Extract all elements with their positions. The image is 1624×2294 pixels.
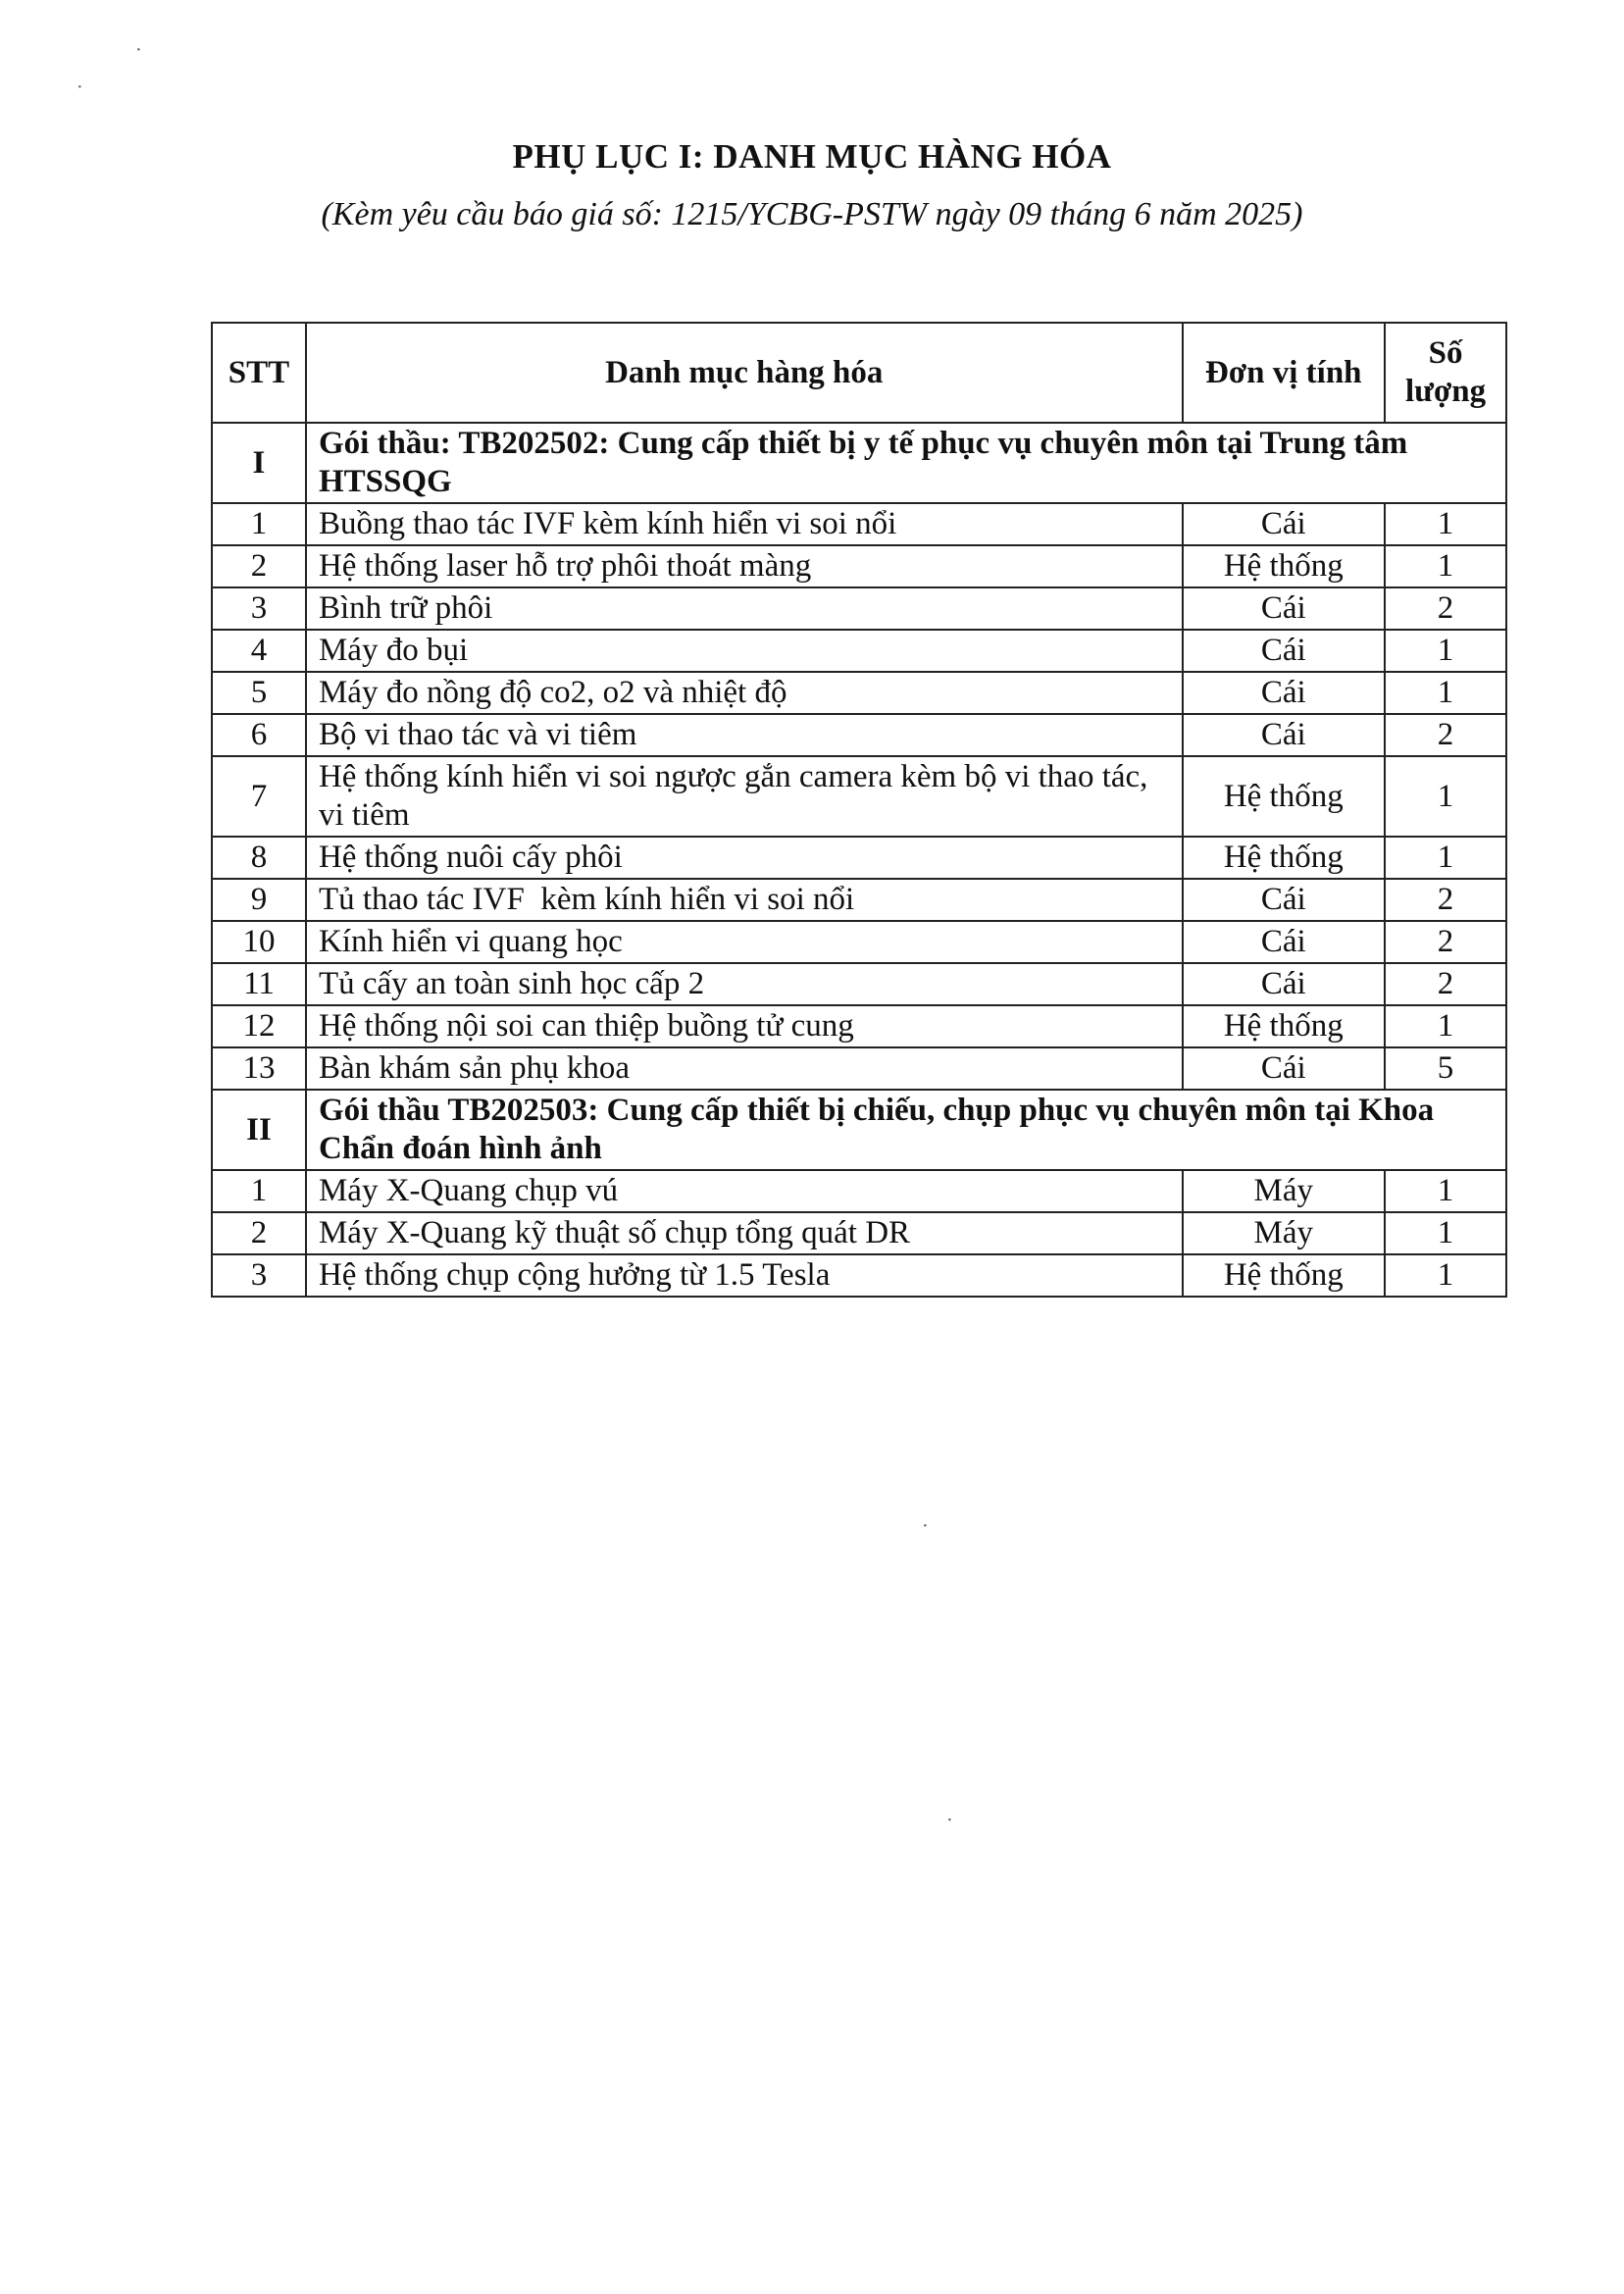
row-name: Tủ cấy an toàn sinh học cấp 2	[306, 963, 1183, 1005]
header-unit: Đơn vị tính	[1183, 323, 1386, 423]
row-unit: Hệ thống	[1183, 545, 1386, 587]
row-qty: 1	[1385, 1170, 1506, 1212]
row-name: Tủ thao tác IVF kèm kính hiển vi soi nổi	[306, 879, 1183, 921]
row-name: Bàn khám sản phụ khoa	[306, 1047, 1183, 1090]
table-header-row	[212, 323, 1506, 423]
row-name: Máy đo nồng độ co2, o2 và nhiệt độ	[306, 672, 1183, 714]
table-row	[212, 503, 1506, 545]
goods-table	[211, 322, 1507, 1298]
row-name: Hệ thống laser hỗ trợ phôi thoát màng	[306, 545, 1183, 587]
row-qty: 2	[1385, 963, 1506, 1005]
row-stt: 2	[212, 1212, 306, 1254]
row-unit: Hệ thống	[1183, 1005, 1386, 1047]
row-qty: 1	[1385, 630, 1506, 672]
table-row	[212, 1005, 1506, 1047]
row-unit: Hệ thống	[1183, 1254, 1386, 1297]
row-qty: 1	[1385, 1254, 1506, 1297]
row-stt: 2	[212, 545, 306, 587]
row-qty: 1	[1385, 1005, 1506, 1047]
scan-dot: ·	[135, 39, 142, 61]
table-row	[212, 756, 1506, 837]
table-row	[212, 837, 1506, 879]
row-unit: Cái	[1183, 503, 1386, 545]
row-unit: Cái	[1183, 714, 1386, 756]
row-name: Hệ thống chụp cộng hưởng từ 1.5 Tesla	[306, 1254, 1183, 1297]
table-row	[212, 963, 1506, 1005]
row-name: Buồng thao tác IVF kèm kính hiển vi soi nổi	[306, 503, 1183, 545]
group-roman: I	[212, 423, 306, 503]
row-name: Hệ thống nuôi cấy phôi	[306, 837, 1183, 879]
scan-dot: ·	[76, 76, 83, 98]
row-qty: 2	[1385, 714, 1506, 756]
document-title: PHỤ LỤC I: DANH MỤC HÀNG HÓA	[512, 137, 1112, 176]
row-unit: Cái	[1183, 963, 1386, 1005]
header-qty	[1385, 323, 1506, 423]
row-stt: 4	[212, 630, 306, 672]
row-stt: 3	[212, 1254, 306, 1297]
row-qty: 1	[1385, 837, 1506, 879]
row-stt: 10	[212, 921, 306, 963]
scan-dot: ·	[922, 1515, 929, 1537]
row-unit: Máy	[1183, 1170, 1386, 1212]
row-unit: Cái	[1183, 879, 1386, 921]
scan-dot: ·	[946, 1810, 953, 1831]
row-name: Hệ thống nội soi can thiệp buồng tử cung	[306, 1005, 1183, 1047]
table-row	[212, 672, 1506, 714]
row-stt: 13	[212, 1047, 306, 1090]
group-title: Gói thầu TB202503: Cung cấp thiết bị chiếu, chụp phục vụ chuyên môn tại Khoa Chẩn đoán hình ảnh	[306, 1090, 1506, 1170]
group-row	[212, 423, 1506, 503]
group-title: Gói thầu: TB202502: Cung cấp thiết bị y tế phục vụ chuyên môn tại Trung tâm HTSSQG	[306, 423, 1506, 503]
row-stt: 9	[212, 879, 306, 921]
row-name: Máy X-Quang kỹ thuật số chụp tổng quát DR	[306, 1212, 1183, 1254]
row-unit: Hệ thống	[1183, 837, 1386, 879]
row-unit: Máy	[1183, 1212, 1386, 1254]
table-row	[212, 1047, 1506, 1090]
document-subtitle: (Kèm yêu cầu báo giá số: 1215/YCBG-PSTW ngày 09 tháng 6 năm 2025)	[321, 196, 1303, 232]
row-name: Bộ vi thao tác và vi tiêm	[306, 714, 1183, 756]
row-name: Kính hiển vi quang học	[306, 921, 1183, 963]
row-stt: 3	[212, 587, 306, 630]
header-qty-line2: lượng	[1404, 374, 1487, 409]
row-unit: Cái	[1183, 630, 1386, 672]
row-stt: 1	[212, 503, 306, 545]
row-name: Máy X-Quang chụp vú	[306, 1170, 1183, 1212]
row-unit: Cái	[1183, 1047, 1386, 1090]
row-stt: 5	[212, 672, 306, 714]
row-unit: Cái	[1183, 672, 1386, 714]
row-name: Hệ thống kính hiển vi soi ngược gắn camera kèm bộ vi thao tác, vi tiêm	[306, 756, 1183, 837]
row-stt: 8	[212, 837, 306, 879]
row-unit: Hệ thống	[1183, 756, 1386, 837]
table-row	[212, 921, 1506, 963]
row-qty: 2	[1385, 879, 1506, 921]
row-qty: 2	[1385, 921, 1506, 963]
group-roman: II	[212, 1090, 306, 1170]
row-qty: 1	[1385, 756, 1506, 837]
row-qty: 2	[1385, 587, 1506, 630]
row-name: Máy đo bụi	[306, 630, 1183, 672]
row-qty: 5	[1385, 1047, 1506, 1090]
header-name: Danh mục hàng hóa	[306, 323, 1183, 423]
table-row	[212, 1254, 1506, 1297]
header-qty-line1: Số	[1428, 335, 1463, 371]
row-qty: 1	[1385, 545, 1506, 587]
group-row	[212, 1090, 1506, 1170]
row-stt: 1	[212, 1170, 306, 1212]
table-row	[212, 1212, 1506, 1254]
table-row	[212, 879, 1506, 921]
row-qty: 1	[1385, 672, 1506, 714]
row-unit: Cái	[1183, 921, 1386, 963]
table-row	[212, 545, 1506, 587]
row-qty: 1	[1385, 503, 1506, 545]
header-stt: STT	[212, 323, 306, 423]
row-stt: 7	[212, 756, 306, 837]
table-row	[212, 630, 1506, 672]
goods-table-body	[212, 423, 1506, 1297]
row-name: Bình trữ phôi	[306, 587, 1183, 630]
table-row	[212, 714, 1506, 756]
table-row	[212, 587, 1506, 630]
row-stt: 12	[212, 1005, 306, 1047]
row-stt: 11	[212, 963, 306, 1005]
table-row	[212, 1170, 1506, 1212]
row-unit: Cái	[1183, 587, 1386, 630]
row-stt: 6	[212, 714, 306, 756]
row-qty: 1	[1385, 1212, 1506, 1254]
